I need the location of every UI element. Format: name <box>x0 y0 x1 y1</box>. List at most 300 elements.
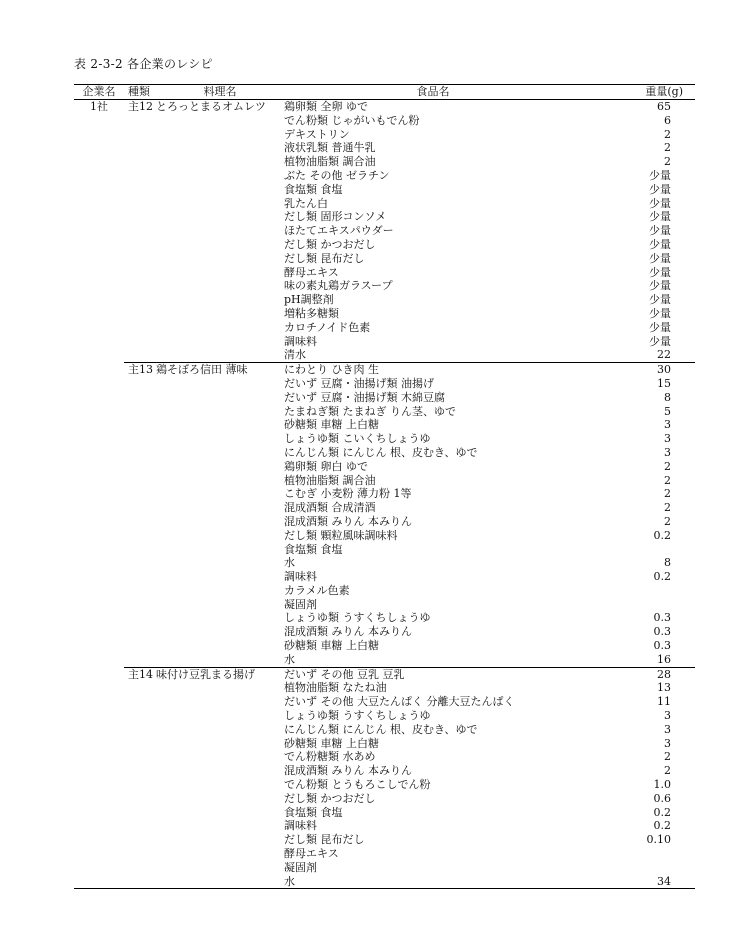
weight-cell: 0.2 <box>653 819 671 833</box>
dish-cell <box>156 625 284 639</box>
type-cell <box>124 709 156 723</box>
company-cell <box>74 363 124 377</box>
weight-cell: 少量 <box>649 334 671 348</box>
table-row <box>74 363 695 377</box>
dish-cell <box>156 598 284 612</box>
dish-cell <box>156 847 284 861</box>
food-cell: しょうゆ類 うすくちしょうゆ <box>284 611 431 625</box>
dish-cell <box>156 238 284 252</box>
company-cell <box>74 778 124 792</box>
company-cell <box>74 487 124 501</box>
type-cell <box>124 543 156 557</box>
dish-cell <box>156 529 284 543</box>
weight-cell: 0.6 <box>653 791 671 805</box>
recipe-table <box>74 84 695 889</box>
type-cell <box>124 833 156 847</box>
dish-cell <box>156 321 284 335</box>
type-cell <box>124 321 156 335</box>
table-row <box>74 141 695 155</box>
company-cell <box>74 625 124 639</box>
dish-cell <box>156 252 284 266</box>
company-cell <box>74 141 124 155</box>
food-cell: 混成酒類 みりん 本みりん <box>284 764 412 778</box>
dish-cell <box>156 114 284 128</box>
weight-cell: 0.3 <box>653 639 671 653</box>
company-cell <box>74 806 124 820</box>
table-row <box>74 792 695 806</box>
company-cell <box>74 391 124 405</box>
company-cell <box>74 307 124 321</box>
table-row <box>74 611 695 625</box>
weight-cell: 少量 <box>649 306 671 320</box>
weight-cell: 11 <box>657 695 671 709</box>
company-cell <box>74 875 124 889</box>
food-cell: 水 <box>284 652 295 666</box>
company-cell <box>74 819 124 833</box>
company-cell <box>74 695 124 709</box>
dish-cell <box>156 750 284 764</box>
table-row <box>74 875 695 889</box>
table-row <box>74 307 695 321</box>
table-row <box>74 446 695 460</box>
company-cell <box>74 570 124 584</box>
food-cell: だし類 かつおだし <box>284 791 376 805</box>
food-cell: カラメル色素 <box>284 583 350 597</box>
table-row <box>74 584 695 598</box>
company-cell <box>74 252 124 266</box>
food-cell: 液状乳類 普通牛乳 <box>284 141 376 155</box>
food-cell: 清水 <box>284 348 306 362</box>
weight-cell: 少量 <box>649 168 671 182</box>
dish-cell <box>156 141 284 155</box>
table-row <box>74 529 695 543</box>
dish-cell <box>156 128 284 142</box>
type-cell <box>124 639 156 653</box>
dish-cell <box>156 806 284 820</box>
header-company: 企業名 <box>74 85 124 100</box>
weight-cell: 16 <box>657 652 671 666</box>
table-row <box>74 155 695 169</box>
company-cell <box>74 183 124 197</box>
table-row <box>74 418 695 432</box>
weight-cell: 3 <box>664 722 671 736</box>
type-cell <box>124 279 156 293</box>
table-body <box>74 100 695 889</box>
weight-cell: 少量 <box>649 293 671 307</box>
dish-cell <box>156 155 284 169</box>
type-cell <box>124 653 156 667</box>
company-cell <box>74 501 124 515</box>
table-row <box>74 667 695 681</box>
company-cell <box>74 432 124 446</box>
company-cell <box>74 335 124 349</box>
weight-cell: 8 <box>664 390 671 404</box>
company-cell <box>74 709 124 723</box>
dish-cell <box>156 348 284 362</box>
food-cell: にんじん類 にんじん 根、皮むき、ゆで <box>284 445 478 459</box>
type-cell <box>124 348 156 362</box>
table-row <box>74 266 695 280</box>
type-cell <box>124 460 156 474</box>
table-row <box>74 543 695 557</box>
company-cell <box>74 515 124 529</box>
food-cell: 水 <box>284 875 582 889</box>
company-cell <box>74 750 124 764</box>
weight-cell: 2 <box>664 750 671 764</box>
food-cell: でん粉類 じゃがいもでん粉 <box>284 113 420 127</box>
dish-cell <box>156 169 284 183</box>
weight-cell: 30 <box>582 363 695 377</box>
weight-cell: 少量 <box>649 196 671 210</box>
food-cell: しょうゆ類 うすくちしょうゆ <box>284 709 431 723</box>
type-cell <box>124 377 156 391</box>
table-row <box>74 405 695 419</box>
weight-cell: 少量 <box>649 224 671 238</box>
weight-cell: 65 <box>657 100 671 113</box>
weight-cell: 8 <box>664 556 671 570</box>
weight-cell: 15 <box>657 376 671 390</box>
dish-cell <box>156 543 284 557</box>
food-cell: 食塩類 食塩 <box>284 542 343 556</box>
food-cell: 食塩類 食塩 <box>284 182 343 196</box>
weight-cell: 少量 <box>649 320 671 334</box>
company-cell <box>74 224 124 238</box>
weight-cell: 2 <box>664 141 671 155</box>
weight-cell: 6 <box>664 113 671 127</box>
type-cell <box>124 584 156 598</box>
table-row <box>74 224 695 238</box>
food-cell: 植物油脂類 なたね油 <box>284 681 387 695</box>
food-cell: pH調整剤 <box>284 293 334 307</box>
dish-cell <box>156 391 284 405</box>
food-cell: カロチノイド色素 <box>284 320 371 334</box>
weight-cell: 少量 <box>649 237 671 251</box>
type-cell <box>124 183 156 197</box>
table-row <box>74 128 695 142</box>
food-cell: 凝固剤 <box>284 597 317 611</box>
company-cell <box>74 238 124 252</box>
food-cell: こむぎ 小麦粉 薄力粉 1等 <box>284 487 412 501</box>
weight-cell <box>582 543 695 557</box>
table-row <box>74 293 695 307</box>
company-cell <box>74 418 124 432</box>
company-cell <box>74 210 124 224</box>
table-row <box>74 183 695 197</box>
food-cell: 砂糖類 車糖 上白糖 <box>284 639 379 653</box>
weight-cell: 2 <box>664 473 671 487</box>
food-cell: だし類 固形コンソメ <box>284 210 387 224</box>
food-cell: だし類 昆布だし <box>284 251 365 265</box>
type-cell <box>124 307 156 321</box>
table-row <box>74 598 695 612</box>
company-cell <box>74 155 124 169</box>
weight-cell: 2 <box>664 155 671 169</box>
type-cell <box>124 169 156 183</box>
type-cell <box>124 764 156 778</box>
weight-cell: 2 <box>664 487 671 501</box>
company-cell <box>74 681 124 695</box>
food-cell: 増粘多糖類 <box>284 306 339 320</box>
table-row <box>74 681 695 695</box>
food-cell: にわとり ひき肉 生 <box>284 363 582 377</box>
food-cell: デキストリン <box>284 127 350 141</box>
type-cell <box>124 515 156 529</box>
dish-cell <box>156 667 284 681</box>
dish-cell <box>156 197 284 211</box>
type-cell <box>124 778 156 792</box>
weight-cell: 2 <box>664 127 671 141</box>
weight-cell <box>582 584 695 598</box>
food-cell: 混成酒類 合成清酒 <box>284 501 376 515</box>
type-cell <box>124 446 156 460</box>
dish-cell <box>156 653 284 667</box>
table-row <box>74 861 695 875</box>
type-cell <box>124 737 156 751</box>
dish-cell <box>156 487 284 501</box>
type-cell <box>124 625 156 639</box>
dish-name: とろっとまるオムレツ <box>156 100 266 113</box>
type-cell <box>124 474 156 488</box>
company-cell <box>74 197 124 211</box>
food-cell: ほたてエキスパウダー <box>284 224 394 238</box>
company-cell <box>74 833 124 847</box>
table-row <box>74 750 695 764</box>
company-cell <box>74 446 124 460</box>
table-row <box>74 515 695 529</box>
table-row <box>74 847 695 861</box>
weight-cell: 0.3 <box>653 625 671 639</box>
food-cell: だいず 豆腐・油揚げ類 油揚げ <box>284 376 434 390</box>
food-cell: 植物油脂類 調合油 <box>284 473 376 487</box>
company-cell <box>74 460 124 474</box>
type-cell <box>124 529 156 543</box>
dish-cell <box>156 861 284 875</box>
company-cell <box>74 764 124 778</box>
dish-cell <box>156 833 284 847</box>
type-cell <box>124 861 156 875</box>
table-caption: 表 2-3-2 各企業のレシピ <box>74 57 213 71</box>
dish-cell <box>156 639 284 653</box>
weight-cell: 1.0 <box>653 778 671 792</box>
type-cell <box>124 293 156 307</box>
table-row <box>74 709 695 723</box>
weight-cell: 3 <box>664 445 671 459</box>
table-row <box>74 335 695 349</box>
company-cell <box>74 348 124 362</box>
type-cell <box>124 723 156 737</box>
food-cell: 鶏卵類 全卵 ゆで <box>284 100 368 113</box>
company-cell <box>74 598 124 612</box>
type-cell <box>124 238 156 252</box>
food-cell: 酵母エキス <box>284 265 339 279</box>
dish-cell <box>156 709 284 723</box>
table-row <box>74 764 695 778</box>
dish-cell <box>156 432 284 446</box>
weight-cell: 少量 <box>649 265 671 279</box>
weight-cell <box>582 861 695 875</box>
table-row <box>74 570 695 584</box>
table-row <box>74 279 695 293</box>
weight-cell: 5 <box>664 404 671 418</box>
weight-cell: 0.2 <box>653 528 671 542</box>
type-cell: 主13 <box>124 363 156 377</box>
company-cell <box>74 405 124 419</box>
dish-cell <box>156 266 284 280</box>
company-cell <box>74 861 124 875</box>
food-cell: ぶた その他 ゼラチン <box>284 168 390 182</box>
weight-cell <box>582 598 695 612</box>
company-cell <box>74 611 124 625</box>
weight-cell: 22 <box>657 348 671 362</box>
table-row <box>74 114 695 128</box>
type-cell <box>124 750 156 764</box>
dish-cell <box>156 723 284 737</box>
weight-cell: 0.10 <box>646 833 671 847</box>
type-cell <box>124 819 156 833</box>
dish-cell <box>156 737 284 751</box>
header-food: 食品名 <box>284 85 582 100</box>
food-cell: しょうゆ類 こいくちしょうゆ <box>284 432 431 446</box>
table-row <box>74 391 695 405</box>
food-cell: 食塩類 食塩 <box>284 805 343 819</box>
weight-cell: 34 <box>582 875 695 889</box>
table-header-row <box>74 85 695 100</box>
food-cell: 混成酒類 みりん 本みりん <box>284 625 412 639</box>
table-row <box>74 695 695 709</box>
dish-cell <box>156 474 284 488</box>
type-cell <box>124 570 156 584</box>
food-cell: だいず 豆腐・油揚げ類 木綿豆腐 <box>284 390 445 404</box>
table-row <box>74 252 695 266</box>
food-cell: 水 <box>284 556 295 570</box>
type-cell <box>124 875 156 889</box>
food-cell: だし類 昆布だし <box>284 833 365 847</box>
company-cell <box>74 266 124 280</box>
dish-cell <box>156 279 284 293</box>
company-cell: 1社 <box>90 100 108 113</box>
dish-cell <box>156 335 284 349</box>
food-cell: だし類 顆粒風味調味料 <box>284 528 398 542</box>
food-cell: 砂糖類 車糖 上白糖 <box>284 736 379 750</box>
dish-cell <box>156 875 284 889</box>
type-cell <box>124 252 156 266</box>
food-cell: 味の素丸鶏ガラスープ <box>284 279 393 293</box>
weight-cell: 3 <box>664 432 671 446</box>
table-row <box>74 819 695 833</box>
food-cell: たまねぎ類 たまねぎ りん茎、ゆで <box>284 404 456 418</box>
dish-cell <box>156 183 284 197</box>
dish-cell <box>156 695 284 709</box>
weight-cell: 少量 <box>649 251 671 265</box>
dish-cell <box>156 363 284 377</box>
weight-cell: 28 <box>582 667 695 681</box>
dish-cell <box>156 405 284 419</box>
company-cell <box>74 653 124 667</box>
type-cell <box>124 266 156 280</box>
table-row <box>74 169 695 183</box>
dish-cell <box>156 293 284 307</box>
company-cell <box>74 293 124 307</box>
type-cell <box>124 695 156 709</box>
type-cell <box>124 806 156 820</box>
weight-cell: 0.3 <box>653 611 671 625</box>
type-cell <box>124 114 156 128</box>
company-cell <box>74 377 124 391</box>
dish-cell <box>156 501 284 515</box>
dish-cell <box>156 515 284 529</box>
type-cell <box>124 847 156 861</box>
dish-cell <box>156 446 284 460</box>
weight-cell: 2 <box>664 764 671 778</box>
table-row <box>74 501 695 515</box>
dish-cell <box>156 100 284 114</box>
weight-cell: 少量 <box>649 210 671 224</box>
company-cell <box>74 639 124 653</box>
table-row <box>74 737 695 751</box>
weight-cell: 2 <box>664 501 671 515</box>
type-cell <box>124 128 156 142</box>
type-cell <box>124 224 156 238</box>
table-row <box>74 653 695 667</box>
food-cell: 酵母エキス <box>284 847 339 861</box>
company-cell <box>74 321 124 335</box>
weight-cell: 0.2 <box>653 570 671 584</box>
table-row <box>74 377 695 391</box>
table-row <box>74 460 695 474</box>
company-cell <box>74 529 124 543</box>
type-cell <box>124 391 156 405</box>
table-row <box>74 432 695 446</box>
weight-cell: 2 <box>664 459 671 473</box>
food-cell: でん粉糖類 水あめ <box>284 750 376 764</box>
type-cell <box>124 335 156 349</box>
company-cell <box>74 723 124 737</box>
type-cell <box>124 141 156 155</box>
table-row <box>74 210 695 224</box>
dish-cell <box>156 307 284 321</box>
table-row <box>74 321 695 335</box>
table-row <box>74 778 695 792</box>
company-cell <box>74 279 124 293</box>
table-row <box>74 487 695 501</box>
table-row <box>74 100 695 114</box>
food-cell: 砂糖類 車糖 上白糖 <box>284 418 379 432</box>
company-cell <box>74 737 124 751</box>
dish-cell <box>156 418 284 432</box>
header-dish: 料理名 <box>156 85 284 100</box>
food-cell: だし類 かつおだし <box>284 237 376 251</box>
table-row <box>74 723 695 737</box>
food-cell: にんじん類 にんじん 根、皮むき、ゆで <box>284 722 478 736</box>
type-cell <box>124 197 156 211</box>
dish-cell <box>156 570 284 584</box>
dish-name: 鶏そぼろ信田 薄味 <box>156 363 248 377</box>
dish-cell <box>156 681 284 695</box>
dish-cell <box>156 556 284 570</box>
company-cell <box>74 169 124 183</box>
header-weight: 重量(g) <box>582 85 695 100</box>
type-cell <box>124 432 156 446</box>
table-row <box>74 639 695 653</box>
dish-cell <box>156 778 284 792</box>
dish-cell <box>156 584 284 598</box>
header-type: 種類 <box>124 85 156 100</box>
company-cell <box>74 556 124 570</box>
food-cell: 植物油脂類 調合油 <box>284 155 376 169</box>
company-cell <box>74 792 124 806</box>
dish-name: 味付け豆乳まる揚げ <box>156 667 255 681</box>
weight-cell <box>582 847 695 861</box>
